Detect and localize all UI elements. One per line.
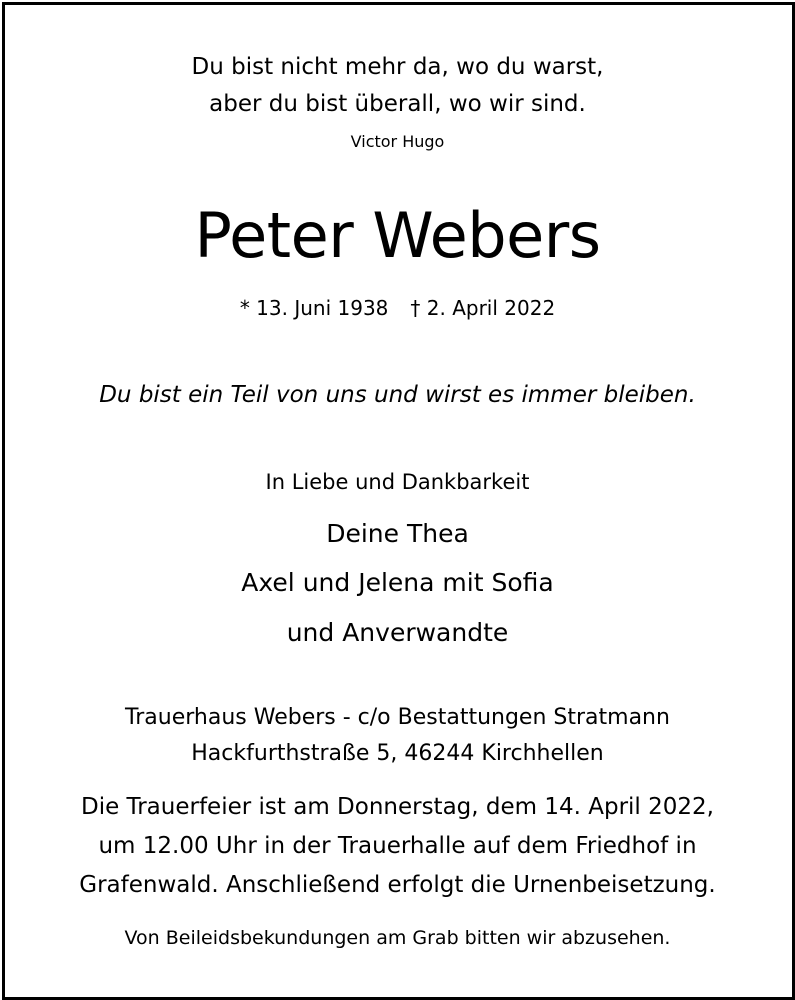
- birth-date: * 13. Juni 1938: [239, 296, 389, 320]
- mourner-line: Deine Thea: [326, 519, 469, 548]
- quote-author: Victor Hugo: [350, 132, 445, 151]
- life-dates: [0, 298, 795, 318]
- quote-line-2: aber du bist überall, wo wir sind.: [209, 91, 586, 117]
- death-date: † 2. April 2022: [410, 296, 556, 320]
- quote-line-1: Du bist nicht mehr da, wo du warst,: [191, 54, 604, 80]
- ceremony-line: Die Trauerfeier ist am Donnerstag, dem 14. April 2022,: [81, 794, 714, 820]
- mourners-intro: In Liebe und Dankbarkeit: [265, 470, 530, 494]
- address-line-2: Hackfurthstraße 5, 46244 Kirchhellen: [191, 741, 604, 766]
- mourner-line: und Anverwandte: [286, 618, 509, 647]
- mourner-line: Axel und Jelena mit Sofia: [241, 568, 554, 597]
- condolence-note: Von Beileidsbekundungen am Grab bitten wir abzusehen.: [124, 927, 671, 949]
- motto: Du bist ein Teil von uns und wirst es immer bleiben.: [99, 382, 696, 408]
- deceased-name: Peter Webers: [194, 199, 601, 272]
- ceremony-line: um 12.00 Uhr in der Trauerhalle auf dem Friedhof in: [98, 833, 697, 859]
- address-line-1: Trauerhaus Webers - c/o Bestattungen Stratmann: [125, 705, 670, 730]
- ceremony-line: Grafenwald. Anschließend erfolgt die Urnenbeisetzung.: [79, 872, 716, 898]
